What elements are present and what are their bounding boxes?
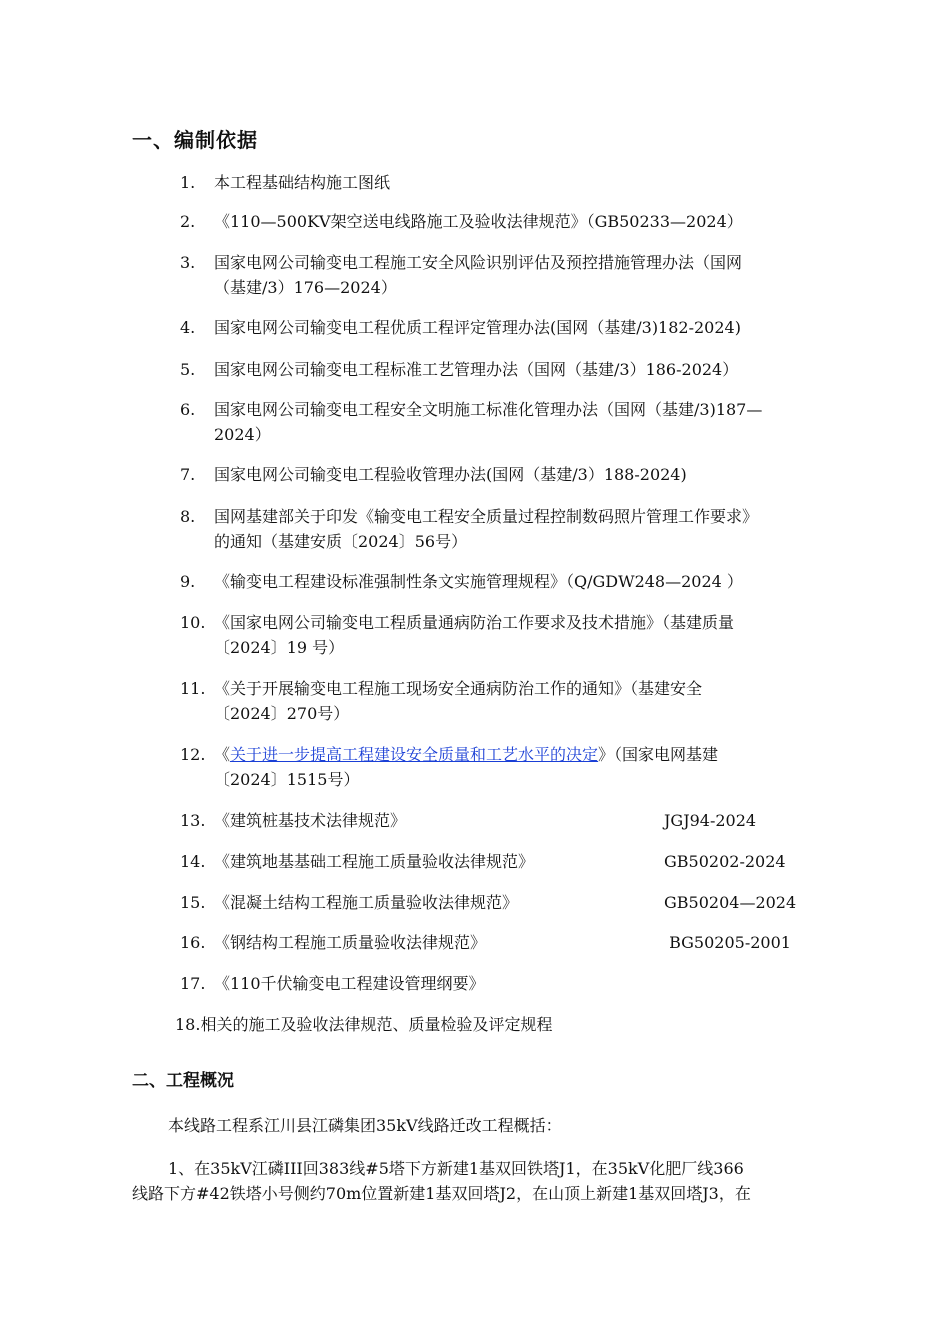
standard-code: JGJ94-2024 xyxy=(664,811,757,830)
standard-code: GB50204—2024 xyxy=(664,893,797,912)
decision-link[interactable]: 关于进一步提高工程建设安全质量和工艺水平的决定 xyxy=(230,745,599,764)
overview-paragraph-line: 1、在35kV江磷III回383线#5塔下方新建1基双回铁塔J1，在35kV化肥厂线366 xyxy=(168,1159,744,1178)
standard-code: GB50202-2024 xyxy=(664,852,786,871)
standard-code: BG50205-2001 xyxy=(664,933,791,952)
list-item: 18.相关的施工及验收法律规范、质量检验及评定规程 xyxy=(175,1015,553,1034)
section-title-overview: 二、工程概况 xyxy=(132,1071,234,1091)
document-page: 一、编制依据 1. 本工程基础结构施工图纸 2. 《110—500KV架空送电线路施工及验收法律规范》（GB50233—2024） 3. 国家电网公司输变电工程施工安全风险识别评估及预控措施管理办法（国网 （基建/3）176—2024） 4. 国家电网公司输变电工程优质工程评定管理办法(国网（基建/3)182-2024) 5. 国家电网公司输变电工程标准工艺管理办法（国网（基建/3）186-2024） 6. 国家电网公司输变电工程安全文明施工标准化管理办法（国网（基建/3)187— 2024） 7. 国家电网公司输变电工程验收管理办法(国网（基建/3）188-2024) 8. 国网基建部关于印发《输变电工程安全质量过程控制数码照片管理工作要求》 的通知（基建安质〔2024〕56号） 9. 《输变电工程建设标准强制性条文实施管理规程》（Q/GDW248—2024 ） 10. 《国家电网公司输变电工程质量通病防治工作要求及技术措施》（基建质量 〔2024〕19 号） 11. 《关于开展输变电工程施工现场安全通病防治工作的通知》（基建安全 〔2024〕270号） 12. 《关于进一步提高工程建设安全质量和工艺水平的决定》（国家电网基建 〔2024〕1515号） 13. 《建筑桩基技术法律规范》 JGJ94-2024 14. 《建筑地基基础工程施工质量验收法律规范》 GB50202-2024 15. 《混凝土结构工程施工质量验收法律规范》 GB50204—2024 16. 《钢结构工程施工质量验收法律规范》 BG50205-2001 17. 《110千伏输变电工程建设管理纲要》 18.相关的施工及验收法律规范、质量检验及评定规程 二、工程概况 本线路工程系江川县江磷集团35kV线路迁改工程概括： 1、在35kV江磷III回383线#5塔下方新建1基双回铁塔J1，在35kV化肥厂线366 线路下方#42铁塔小号侧约70m位置新建1基双回塔J2，在山顶上新建1基双回塔J3，在 xyxy=(0,0,950,1344)
overview-paragraph-line: 线路下方#42铁塔小号侧约70m位置新建1基双回塔J2，在山顶上新建1基双回塔J3，在 xyxy=(132,1184,751,1203)
section-title-basis: 一、编制依据 xyxy=(132,128,258,152)
overview-intro: 本线路工程系江川县江磷集团35kV线路迁改工程概括： xyxy=(168,1116,562,1135)
